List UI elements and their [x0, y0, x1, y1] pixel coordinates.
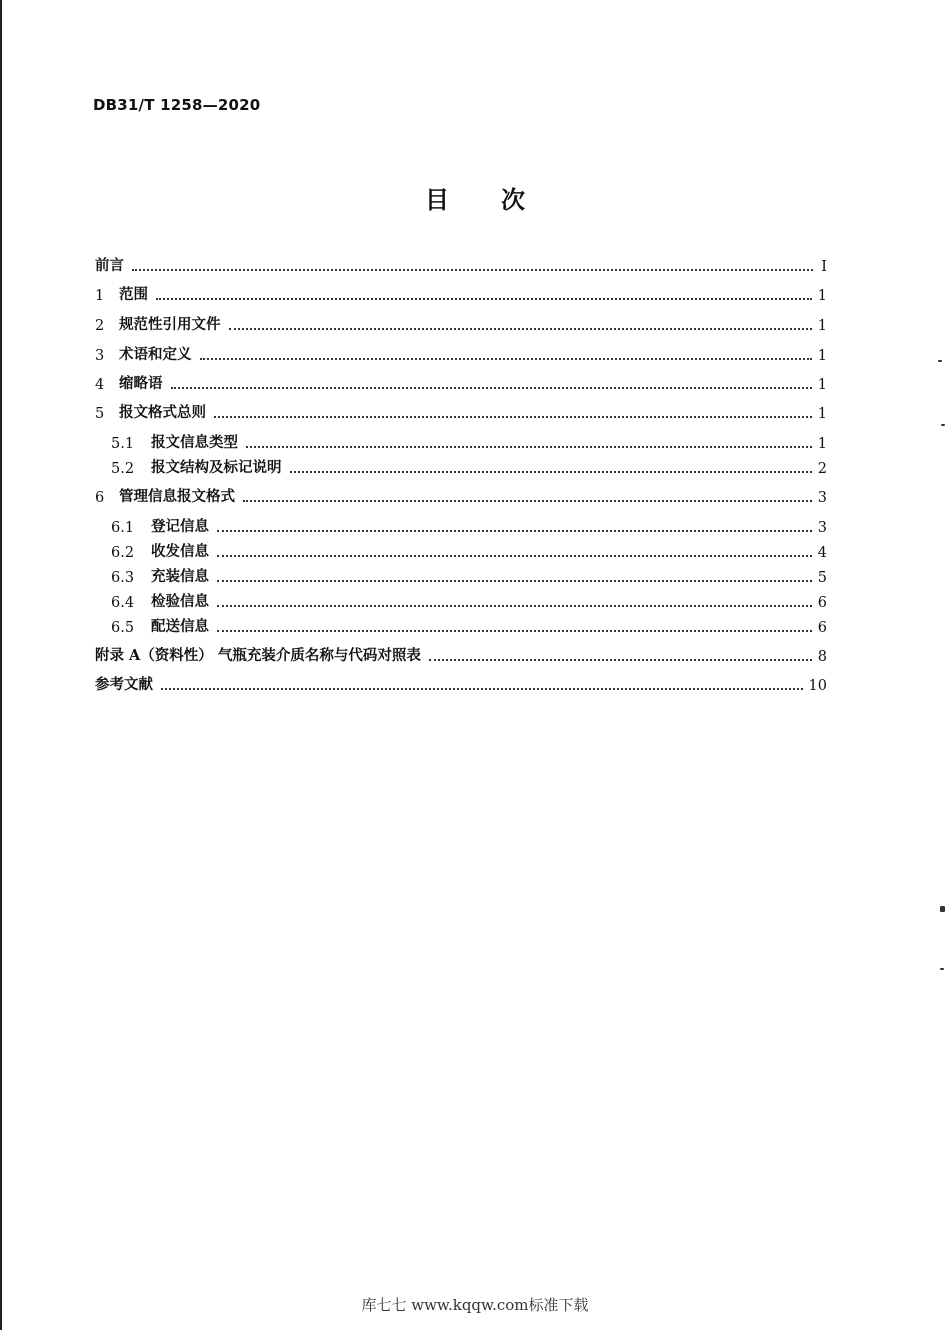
toc-entry-number: 3: [95, 348, 105, 364]
toc-entry-number: 5: [95, 406, 105, 422]
toc-entry-number: 1: [95, 288, 105, 304]
toc-entry-label: 规范性引用文件: [119, 316, 221, 333]
toc-entry[interactable]: [111, 566, 827, 586]
toc-dot-leader: [243, 500, 812, 502]
toc-dot-leader: [429, 659, 812, 661]
toc-entry-page: I: [821, 259, 827, 275]
toc-entry-number: 5.2: [111, 461, 135, 477]
toc-entry-label: 缩略语: [119, 375, 163, 392]
toc-entry-page: 3: [817, 520, 827, 536]
toc-dot-leader: [229, 328, 812, 330]
footer-watermark: 库七七 www.kqqw.com标准下载: [361, 1296, 589, 1314]
toc-entry-label: 参考文献: [95, 676, 153, 693]
toc-entry-page: 4: [817, 545, 827, 561]
toc-entry-number: 4: [95, 377, 105, 393]
toc-entry-page: 8: [817, 649, 827, 665]
toc-dot-leader: [214, 416, 812, 418]
toc-entry[interactable]: [111, 457, 827, 477]
toc-entry[interactable]: [111, 616, 827, 636]
toc-entry-number: 6.3: [111, 570, 135, 586]
scan-speck: [940, 968, 944, 970]
toc-entry[interactable]: [111, 541, 827, 561]
scan-speck: [940, 906, 945, 912]
toc-entry[interactable]: [95, 344, 827, 364]
toc-entry[interactable]: [95, 314, 827, 334]
toc-entry-number: 6.5: [111, 620, 135, 636]
toc-entry-label: 前言: [95, 257, 124, 274]
toc-entry[interactable]: [95, 373, 827, 393]
toc-entry[interactable]: [95, 645, 827, 665]
document-id: DB31/T 1258—2020: [93, 96, 261, 114]
toc-dot-leader: [246, 446, 812, 448]
toc-entry-page: 5: [817, 570, 827, 586]
toc-dot-leader: [217, 630, 812, 632]
toc-entry-label: 报文信息类型: [151, 434, 238, 451]
toc-entry-number: 2: [95, 318, 105, 334]
toc-entry-label: 配送信息: [151, 618, 209, 635]
title-char-1: 目: [425, 185, 449, 214]
toc-entry-label: 收发信息: [151, 543, 209, 560]
toc-entry[interactable]: [95, 674, 827, 694]
scan-speck: [938, 360, 942, 362]
toc-dot-leader: [217, 580, 812, 582]
toc-entry[interactable]: [111, 591, 827, 611]
toc-entry[interactable]: [95, 486, 827, 506]
toc-dot-leader: [290, 471, 812, 473]
toc-dot-leader: [200, 358, 812, 360]
toc-entry-label: 管理信息报文格式: [119, 488, 235, 505]
toc-entry[interactable]: [95, 284, 827, 304]
toc-entry-page: 1: [817, 436, 827, 452]
toc-entry[interactable]: [111, 516, 827, 536]
toc-entry-page: 3: [817, 490, 827, 506]
toc-entry-page: 1: [817, 318, 827, 334]
toc-entry[interactable]: [95, 402, 827, 422]
toc-entry-label: 报文结构及标记说明: [151, 459, 282, 476]
toc-entry-label: 附录 A（资料性） 气瓶充装介质名称与代码对照表: [95, 647, 421, 664]
toc-entry-page: 1: [817, 377, 827, 393]
toc-entry-page: 1: [817, 288, 827, 304]
toc-dot-leader: [217, 605, 812, 607]
toc-entry-label: 范围: [119, 286, 148, 303]
toc-dot-leader: [217, 530, 812, 532]
toc-dot-leader: [132, 269, 813, 271]
toc-entry-page: 1: [817, 406, 827, 422]
toc-entry-page: 2: [817, 461, 827, 477]
toc-entry-page: 6: [817, 595, 827, 611]
toc-entry-label: 报文格式总则: [119, 404, 206, 421]
toc-entry-number: 6.4: [111, 595, 135, 611]
toc-entry-label: 登记信息: [151, 518, 209, 535]
toc-entry-number: 6.2: [111, 545, 135, 561]
toc-entry-number: 5.1: [111, 436, 135, 452]
toc-entry-page: 10: [808, 678, 827, 694]
toc-entry[interactable]: [111, 432, 827, 452]
scan-speck: [941, 424, 945, 426]
toc-entry-label: 术语和定义: [119, 346, 192, 363]
toc-dot-leader: [217, 555, 812, 557]
toc-dot-leader: [161, 688, 803, 690]
toc-entry-number: 6.1: [111, 520, 135, 536]
toc-entry-label: 检验信息: [151, 593, 209, 610]
toc-entry-page: 1: [817, 348, 827, 364]
toc-entry-page: 6: [817, 620, 827, 636]
toc-dot-leader: [171, 387, 812, 389]
title-char-2: 次: [501, 185, 525, 214]
toc-dot-leader: [156, 298, 812, 300]
toc-entry-number: 6: [95, 490, 105, 506]
table-of-contents: [95, 0, 827, 760]
toc-entry[interactable]: [95, 255, 827, 275]
toc-entry-label: 充装信息: [151, 568, 209, 585]
